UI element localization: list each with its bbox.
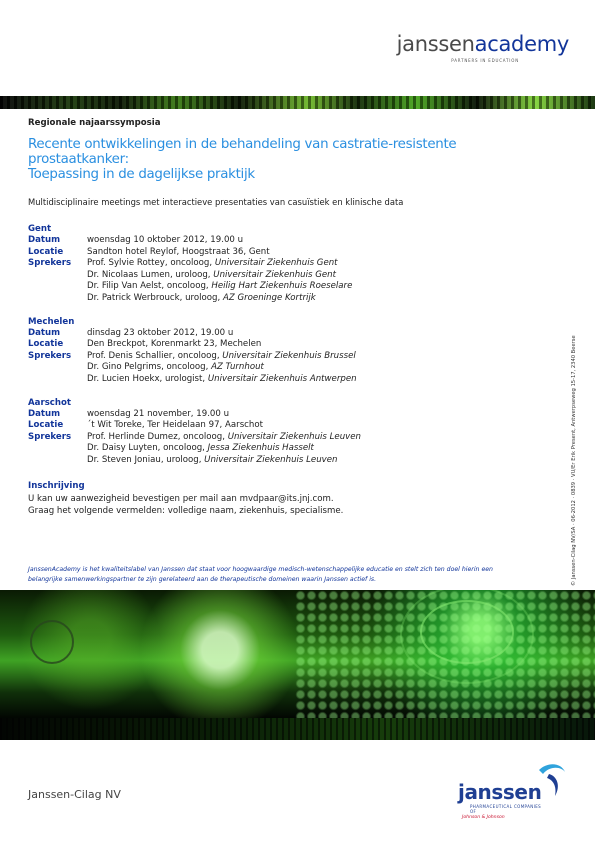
legal-notice: © Janssen-Cilag NV/SA · 06-2012 · 0839 · VU/Er Erik Present, Antwerpseweg 15-17, 2340 Beerse: [571, 335, 577, 586]
speaker-name: Prof. Herlinde Dumez, oncoloog,: [87, 431, 228, 442]
event-series-label: Regionale najaarssymposia: [28, 118, 161, 128]
speaker-institution: Universitair Ziekenhuis Leuven: [204, 454, 338, 465]
session-date: woensdag 21 november, 19.00 u: [87, 408, 230, 419]
speaker-name: Dr. Lucien Hoekx, urologist,: [87, 373, 208, 384]
invitation-body: [28, 118, 538, 517]
registration-line2: Graag het volgende vermelden: volledige naam, ziekenhuis, specialisme.: [28, 505, 344, 516]
speaker-institution: AZ Groeninge Kortrijk: [222, 292, 316, 303]
session-location: Sandton hotel Reylof, Hoogstraat 36, Gent: [87, 246, 270, 257]
academy-disclaimer: [28, 565, 553, 585]
registration-title: Inschrijving: [28, 480, 85, 491]
event-title: [28, 137, 538, 182]
location-label: Locatie: [28, 246, 64, 257]
session-city: Mechelen: [28, 316, 75, 327]
speaker-name: Prof. Sylvie Rottey, oncoloog,: [87, 258, 215, 269]
cell-microscopy-image: [0, 590, 595, 718]
speaker-name: Dr. Gino Pelgrims, oncoloog,: [87, 362, 212, 373]
logo-word-academy: academy: [474, 32, 569, 56]
cell-ring: [30, 620, 74, 664]
speakers-label: Sprekers: [28, 258, 72, 269]
janssen-logo: [448, 760, 578, 830]
event-subtitle: Multidisciplinaire meetings met interactieve presentaties van casuïstiek en klinische data: [28, 197, 404, 207]
janssen-subline1: PHARMACEUTICAL COMPANIES: [470, 804, 542, 809]
session-date: woensdag 10 oktober 2012, 19.00 u: [87, 235, 244, 245]
speaker-row: [28, 443, 538, 455]
speaker-name: Prof. Denis Schallier, oncoloog,: [87, 350, 223, 361]
speaker-row: [28, 270, 538, 282]
event-title-line1: Recente ontwikkelingen in de behandeling van castratie-resistente prostaatkanker:: [28, 137, 457, 167]
speaker-row: [28, 258, 538, 270]
session-gent: [28, 224, 538, 305]
speaker-row: [28, 281, 538, 293]
speaker: [87, 455, 337, 467]
speaker-institution: Universitair Ziekenhuis Gent: [213, 269, 336, 280]
registration-section: [28, 481, 538, 517]
speakers-label: Sprekers: [28, 431, 72, 442]
speaker-name: Dr. Filip Van Aelst, oncoloog,: [87, 281, 212, 292]
session-aarschot: [28, 398, 538, 467]
speaker: [87, 281, 352, 293]
speaker-institution: Jessa Ziekenhuis Hasselt: [207, 443, 314, 454]
date-label: Datum: [28, 327, 61, 338]
session-location: ´t Wit Toreke, Ter Heidelaan 97, Aarschot: [87, 420, 263, 431]
disclaimer-line1: JanssenAcademy is het kwaliteitslabel van Janssen dat staat voor hoogwaardige medisch-wetenschappelijke educatie en stelt zich ten doel hierin een: [28, 566, 493, 573]
speaker-row: [28, 351, 538, 363]
date-label: Datum: [28, 235, 61, 245]
session-date-row: [28, 328, 538, 340]
janssen-wordmark: janssen: [458, 780, 542, 804]
speaker-name: Dr. Nicolaas Lumen, uroloog,: [87, 269, 214, 280]
speaker-institution: AZ Turnhout: [211, 362, 264, 373]
logo-word-janssen: janssen: [396, 32, 475, 56]
session-location-row: [28, 339, 538, 351]
speaker-name: Dr. Patrick Werbrouck, uroloog,: [87, 292, 223, 303]
session-location-row: [28, 247, 538, 259]
logo-tagline: PARTNERS IN EDUCATION: [451, 58, 519, 63]
speaker-row: [28, 455, 538, 467]
speaker: [87, 293, 316, 305]
event-title-line2: Toepassing in de dagelijkse praktijk: [28, 167, 255, 182]
session-city: Gent: [28, 224, 52, 234]
header-image-band: [0, 96, 595, 109]
speaker-row: [28, 293, 538, 305]
session-mechelen: [28, 317, 538, 386]
parent-company: Johnson & Johnson: [462, 815, 505, 820]
speaker-row: [28, 374, 538, 386]
speaker: [87, 270, 336, 282]
location-label: Locatie: [28, 420, 64, 431]
speaker: [87, 351, 356, 363]
speaker-institution: Universitair Ziekenhuis Antwerpen: [207, 373, 357, 384]
janssen-academy-logo: [397, 32, 569, 63]
company-name: Janssen-Cilag NV: [28, 788, 121, 801]
disclaimer-line2: belangrijke samenwerkingspartner te zijn gerelateerd aan de therapeutische domeinen waarin Janssen actief is.: [28, 575, 377, 583]
session-date-row: [28, 235, 538, 247]
speaker-name: Dr. Steven Joniau, uroloog,: [87, 454, 205, 465]
session-city: Aarschot: [28, 397, 72, 408]
speaker-institution: Universitair Ziekenhuis Leuven: [227, 431, 361, 442]
speaker: [87, 432, 361, 444]
session-location: Den Breckpot, Korenmarkt 23, Mechelen: [87, 339, 262, 350]
session-location-row: [28, 420, 538, 432]
speaker-row: [28, 432, 538, 444]
speaker: [87, 443, 314, 455]
speakers-label: Sprekers: [28, 350, 72, 361]
janssen-subline: [470, 804, 541, 814]
date-label: Datum: [28, 408, 61, 419]
speaker: [87, 258, 338, 270]
speaker-institution: Heilig Hart Ziekenhuis Roeselare: [211, 281, 353, 292]
speaker-name: Dr. Daisy Luyten, oncoloog,: [87, 443, 208, 454]
speaker-institution: Universitair Ziekenhuis Brussel: [222, 350, 356, 361]
janssen-subline2: OF: [470, 809, 477, 814]
footer-image-band: [0, 718, 595, 740]
speaker: [87, 374, 357, 386]
session-date: dinsdag 23 oktober 2012, 19.00 u: [87, 327, 234, 338]
location-label: Locatie: [28, 339, 64, 350]
speaker-institution: Universitair Ziekenhuis Gent: [214, 258, 338, 269]
registration-line1: U kan uw aanwezigheid bevestigen per mail aan mvdpaar@its.jnj.com.: [28, 493, 334, 504]
speaker: [87, 362, 264, 374]
speaker-row: [28, 362, 538, 374]
session-date-row: [28, 409, 538, 421]
